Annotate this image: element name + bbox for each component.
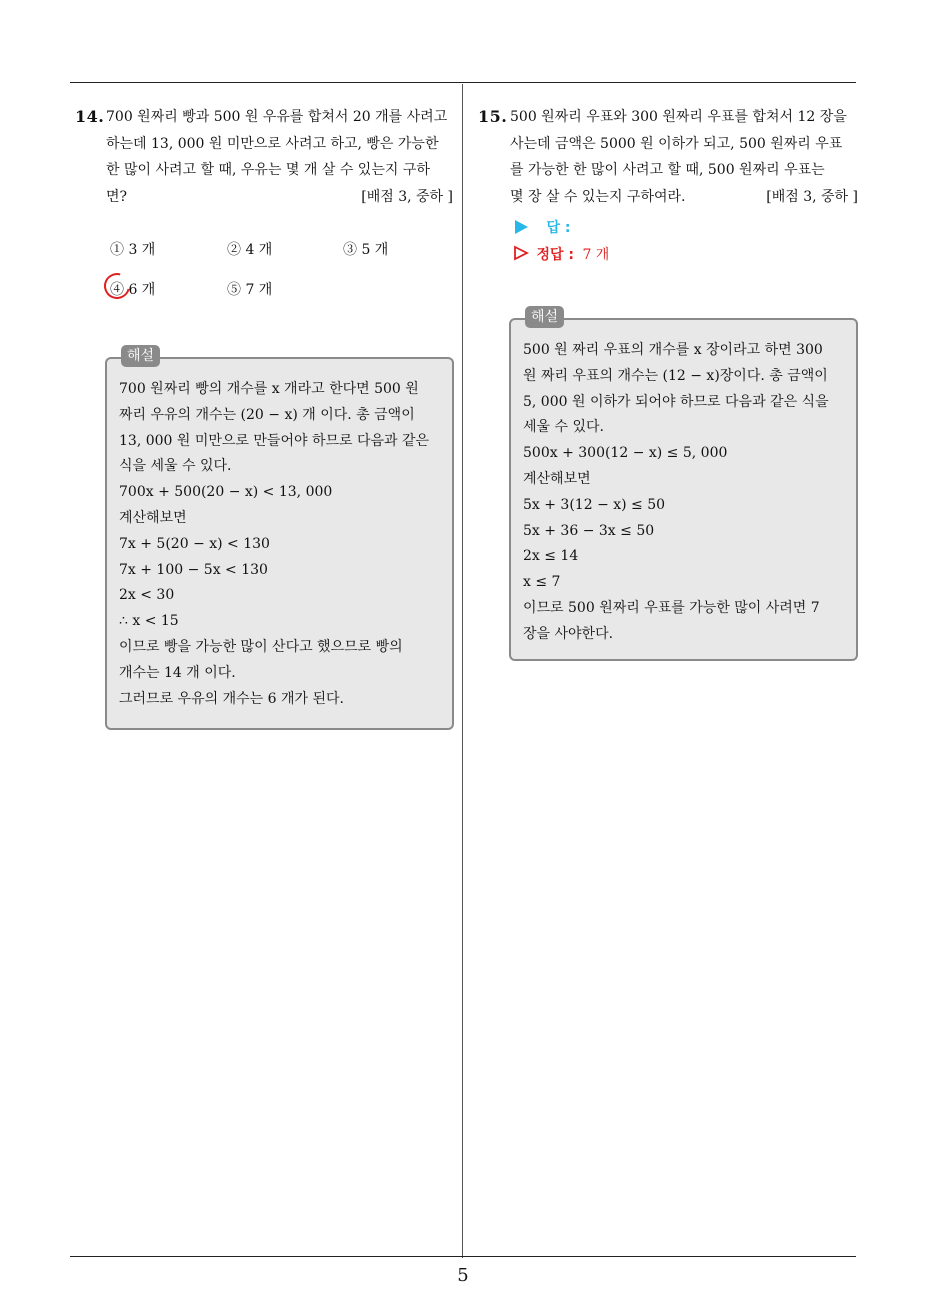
choice-2[interactable]: ② 4 개 bbox=[227, 242, 273, 258]
question-text bbox=[510, 104, 858, 210]
explanation-line: 500x + 300(12 − x) ≤ 5, 000 bbox=[523, 445, 728, 462]
explanation-line: 세울 수 있다. bbox=[523, 419, 604, 436]
explanation-line: 그러므로 우유의 개수는 6 개가 된다. bbox=[119, 690, 344, 707]
question-line: 사는데 금액은 5000 원 이하가 되고, 500 원짜리 우표 bbox=[510, 135, 843, 152]
correct-answer-label: 정답 : bbox=[536, 247, 574, 263]
correct-answer-row bbox=[513, 244, 609, 264]
explanation-box bbox=[509, 309, 858, 661]
explanation-line: 이므로 빵을 가능한 많이 산다고 했으므로 빵의 bbox=[119, 638, 403, 655]
explanation-line: 700 원짜리 빵의 개수를 x 개라고 한다면 500 원 bbox=[119, 381, 419, 397]
play-filled-icon bbox=[515, 220, 528, 234]
explanation-line: 7x + 100 − 5x < 130 bbox=[119, 561, 268, 578]
question-number: 14. bbox=[75, 107, 105, 126]
explanation-line: 원 짜리 우표의 개수는 (12 − x)장이다. 총 금액이 bbox=[523, 367, 828, 384]
question-number: 15. bbox=[478, 107, 508, 126]
explanation-line: 식을 세울 수 있다. bbox=[119, 458, 232, 475]
play-outline-icon bbox=[513, 245, 529, 261]
explanation-text bbox=[119, 377, 442, 712]
explanation-line: 이므로 500 원짜리 우표를 가능한 많이 사려면 7 bbox=[523, 599, 820, 616]
explanation-title: 해설 bbox=[121, 345, 160, 367]
explanation-line: x ≤ 7 bbox=[523, 574, 561, 591]
explanation-line: 2x < 30 bbox=[119, 587, 175, 604]
explanation-line: 짜리 우유의 개수는 (20 − x) 개 이다. 총 금액이 bbox=[119, 406, 415, 423]
question-line: 하는데 13, 000 원 미만으로 사려고 하고, 빵은 가능한 bbox=[106, 135, 439, 152]
question-text bbox=[106, 104, 453, 210]
question-line: 한 많이 사려고 할 때, 우유는 몇 개 살 수 있는지 구하 bbox=[106, 162, 430, 178]
explanation-line: 계산해보면 bbox=[523, 470, 591, 487]
explanation-line: 5x + 3(12 − x) ≤ 50 bbox=[523, 496, 666, 513]
choice-1[interactable]: ① 3 개 bbox=[110, 242, 156, 258]
score-label: [배점 3, 중하 ] bbox=[766, 188, 858, 205]
top-rule bbox=[70, 82, 856, 83]
explanation-line: 7x + 5(20 − x) < 130 bbox=[119, 535, 270, 552]
correct-answer-value: 7 개 bbox=[582, 247, 610, 263]
explanation-line: 2x ≤ 14 bbox=[523, 548, 579, 565]
answer-label: 답 : bbox=[546, 220, 571, 236]
explanation-line: 개수는 14 개 이다. bbox=[119, 664, 236, 681]
explanation-line: 장을 사야한다. bbox=[523, 625, 614, 642]
explanation-line: ∴ x < 15 bbox=[119, 613, 179, 630]
page-number: 5 bbox=[457, 1265, 469, 1286]
question-line: 면? bbox=[106, 188, 128, 205]
explanation-line: 5, 000 원 이하가 되어야 하므로 다음과 같은 식을 bbox=[523, 393, 829, 410]
explanation-box bbox=[105, 348, 454, 730]
column-divider bbox=[462, 84, 463, 1258]
choice-3[interactable]: ③ 5 개 bbox=[343, 242, 389, 258]
score-label: [배점 3, 중하 ] bbox=[361, 188, 453, 205]
question-line: 몇 장 살 수 있는지 구하여라. bbox=[510, 188, 686, 205]
explanation-text bbox=[523, 338, 846, 648]
explanation-line: 700x + 500(20 − x) < 13, 000 bbox=[119, 484, 333, 501]
question-line: 700 원짜리 빵과 500 원 우유를 합쳐서 20 개를 사려고 bbox=[106, 109, 448, 125]
answer-row bbox=[515, 217, 570, 237]
explanation-line: 13, 000 원 미만으로 만들어야 하므로 다음과 같은 bbox=[119, 432, 430, 449]
choice-4[interactable]: ④ 6 개 bbox=[110, 282, 156, 298]
choice-5[interactable]: ⑤ 7 개 bbox=[227, 282, 273, 298]
bottom-rule bbox=[70, 1256, 856, 1257]
explanation-line: 계산해보면 bbox=[119, 509, 187, 526]
question-line: 500 원짜리 우표와 300 원짜리 우표를 합쳐서 12 장을 bbox=[510, 109, 847, 125]
explanation-line: 5x + 36 − 3x ≤ 50 bbox=[523, 522, 655, 539]
question-line: 를 가능한 한 많이 사려고 할 때, 500 원짜리 우표는 bbox=[510, 162, 825, 178]
explanation-title: 해설 bbox=[525, 306, 564, 328]
explanation-line: 500 원 짜리 우표의 개수를 x 장이라고 하면 300 bbox=[523, 342, 823, 358]
